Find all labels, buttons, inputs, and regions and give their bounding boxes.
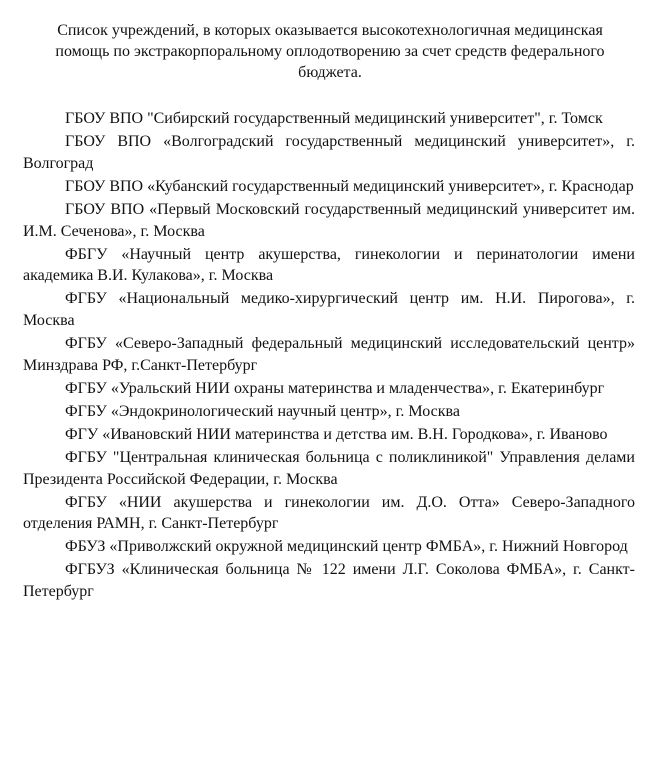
list-item: ФГБУ «Уральский НИИ охраны материнства и младенчества», г. Екатеринбург — [65, 379, 605, 397]
list-item: ФГБУ «Эндокринологический научный центр», г. Москва — [65, 402, 460, 420]
list-item: ГБОУ ВПО «Волгоградский государственный медицинский университет», г. Волгоград — [23, 132, 635, 172]
list-item: ФБГУ «Научный центр акушерства, гинекологии и перинатологии имени академика В.И. Кулакова», г. Москва — [23, 245, 635, 285]
institution-list — [23, 108, 635, 604]
list-item: ФГБУЗ «Клиническая больница № 122 имени Л.Г. Соколова ФМБА», г. Санкт-Петербург — [23, 561, 635, 601]
list-item: ФГБУ «Национальный медико-хирургический центр им. Н.И. Пирогова», г. Москва — [23, 290, 635, 330]
document-title: Список учреждений, в которых оказывается высокотехнологичная медицинская помощь по экстракорпоральному оплодотворению за счет средств федерального бюджета. — [55, 22, 605, 81]
list-item: ГБОУ ВПО «Первый Московский государственный медицинский университет им. И.М. Сеченова», г. Москва — [23, 200, 635, 240]
list-item: ФГБУ «Северо-Западный федеральный медицинский исследовательский центр» Минздрава РФ, г.Санкт-Петербург — [23, 335, 635, 374]
list-item: ГБОУ ВПО "Сибирский государственный медицинский университет", г. Томск — [65, 110, 603, 127]
list-item: ФБУЗ «Приволжский окружной медицинский центр ФМБА», г. Нижний Новгород — [65, 538, 628, 556]
list-item: ФГБУ "Центральная клиническая больница с поликлиникой" Управления делами Президента Российской Федерации, г. Москва — [23, 448, 635, 488]
list-item: ГБОУ ВПО «Кубанский государственный медицинский университет», г. Краснодар — [65, 177, 634, 195]
list-item: ФГБУ «НИИ акушерства и гинекологии им. Д.О. Отта» Северо-Западного отделения РАМН, г. Санкт-Петербург — [23, 493, 635, 533]
list-item: ФГУ «Ивановский НИИ материнства и детства им. В.Н. Городкова», г. Иваново — [65, 425, 608, 443]
